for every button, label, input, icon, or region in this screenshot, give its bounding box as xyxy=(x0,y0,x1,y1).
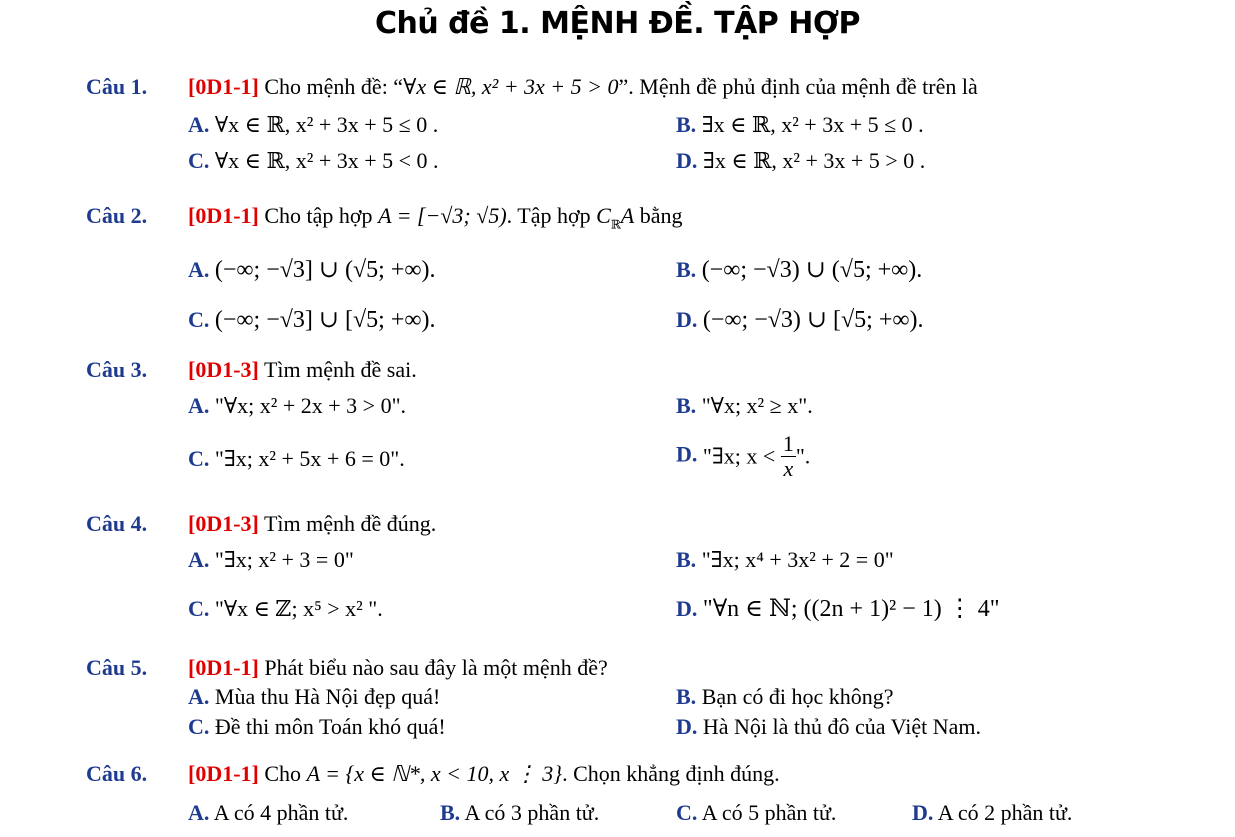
option-text: A có 2 phần tử. xyxy=(937,800,1073,825)
option-c[interactable] xyxy=(676,800,836,826)
option-text: Đề thi môn Toán khó quá! xyxy=(214,714,446,739)
question-number: Câu 2. xyxy=(86,203,148,228)
question-number: Câu 3. xyxy=(86,357,148,382)
option-text: (−∞; −√3) ∪ [√5; +∞). xyxy=(702,307,924,333)
option-text: "∀n ∈ ℕ; ((2n + 1)² − 1) ⋮ 4" xyxy=(702,596,1000,622)
option-a[interactable] xyxy=(188,255,435,284)
question-number: Câu 1. xyxy=(86,74,148,99)
option-text: "∃x; x⁴ + 3x² + 2 = 0" xyxy=(701,547,894,572)
stem-text: Tìm mệnh đề sai. xyxy=(263,357,417,382)
question-number: Câu 4. xyxy=(86,511,148,536)
option-d[interactable] xyxy=(912,800,1072,826)
option-b[interactable] xyxy=(676,684,894,710)
option-a[interactable] xyxy=(188,393,406,419)
option-text: A có 4 phần tử. xyxy=(213,800,349,825)
stem-subscript: ℝ xyxy=(610,217,621,232)
page-title: Chủ đề 1. MỆNH ĐỀ. TẬP HỢP xyxy=(374,6,861,41)
option-a[interactable] xyxy=(188,112,438,138)
option-b[interactable] xyxy=(676,393,813,419)
option-text: Mùa thu Hà Nội đẹp quá! xyxy=(214,684,441,709)
option-c[interactable] xyxy=(188,148,439,174)
option-d[interactable] xyxy=(676,305,923,334)
option-label: C. xyxy=(188,714,210,739)
option-text: (−∞; −√3) ∪ (√5; +∞). xyxy=(701,257,923,283)
question-stem xyxy=(188,357,417,383)
option-label: B. xyxy=(676,393,697,418)
stem-text: Phát biểu nào sau đây là một mệnh đề? xyxy=(264,655,608,680)
option-label: B. xyxy=(440,800,461,825)
stem-set: A xyxy=(620,203,635,228)
option-b[interactable] xyxy=(676,112,924,138)
stem-math: A = {x ∈ ℕ*, x < 10, x ⋮ 3} xyxy=(306,761,563,786)
option-label: B. xyxy=(676,257,697,282)
option-text: "∃x; x < xyxy=(702,443,781,469)
option-text: Bạn có đi học không? xyxy=(701,684,894,709)
option-label: A. xyxy=(188,257,210,282)
option-text: ∀x ∈ ℝ, x² + 3x + 5 ≤ 0 . xyxy=(214,112,439,137)
option-text: (−∞; −√3] ∪ [√5; +∞). xyxy=(214,307,436,333)
stem-text-end: ”. Mệnh đề phủ định của mệnh đề trên là xyxy=(618,74,978,99)
option-b[interactable] xyxy=(440,800,599,826)
question-number: Câu 6. xyxy=(86,761,148,786)
question-stem xyxy=(188,511,436,537)
option-text: "∀x; x² ≥ x". xyxy=(701,393,813,418)
option-label: A. xyxy=(188,684,210,709)
option-text: ∃x ∈ ℝ, x² + 3x + 5 ≤ 0 . xyxy=(701,112,924,137)
fraction-denominator: x xyxy=(783,456,794,481)
option-d[interactable] xyxy=(676,148,925,174)
stem-text: Cho tập hợp xyxy=(264,203,379,228)
question-code: [0D1-1] xyxy=(188,74,259,99)
option-label: D. xyxy=(676,307,698,332)
option-a[interactable] xyxy=(188,800,348,826)
option-label: A. xyxy=(188,800,210,825)
option-a[interactable] xyxy=(188,547,354,573)
option-text: ∃x ∈ ℝ, x² + 3x + 5 > 0 . xyxy=(702,148,926,173)
option-label: D. xyxy=(912,800,934,825)
stem-text-mid: . Tập hợp xyxy=(506,203,597,228)
stem-text: Cho mệnh đề: “ xyxy=(264,74,404,99)
option-text: "∃x; x² + 5x + 6 = 0". xyxy=(214,446,405,471)
stem-math: A = [−√3; √5) xyxy=(378,203,507,228)
option-label: A. xyxy=(188,112,210,137)
option-c[interactable] xyxy=(188,596,383,622)
stem-text: Cho xyxy=(264,761,307,786)
option-b[interactable] xyxy=(676,547,894,573)
option-text-end: ". xyxy=(795,443,811,469)
option-text: "∀x ∈ ℤ; x⁵ > x² ". xyxy=(214,596,383,621)
option-text: A có 3 phần tử. xyxy=(464,800,600,825)
option-label: B. xyxy=(676,112,697,137)
option-b[interactable] xyxy=(676,255,922,284)
question-stem xyxy=(188,203,683,232)
option-d[interactable] xyxy=(676,594,1000,623)
question-code: [0D1-3] xyxy=(188,511,259,536)
option-label: C. xyxy=(188,148,210,173)
option-label: C. xyxy=(188,307,210,332)
question-stem xyxy=(188,655,608,681)
question-stem xyxy=(188,761,780,787)
option-label: A. xyxy=(188,393,210,418)
fraction-numerator: 1 xyxy=(782,431,794,456)
option-text: ∀x ∈ ℝ, x² + 3x + 5 < 0 . xyxy=(214,148,439,173)
stem-text-end: . Chọn khẳng định đúng. xyxy=(562,761,780,786)
stem-complement: C xyxy=(596,203,611,228)
option-text: "∃x; x² + 3 = 0" xyxy=(214,547,354,572)
option-text: Hà Nội là thủ đô của Việt Nam. xyxy=(702,714,981,739)
option-d[interactable] xyxy=(676,714,981,740)
question-code: [0D1-1] xyxy=(188,655,259,680)
fraction xyxy=(781,432,796,481)
option-label: C. xyxy=(188,446,210,471)
question-code: [0D1-3] xyxy=(188,357,259,382)
option-label: B. xyxy=(676,684,697,709)
option-c[interactable] xyxy=(188,305,435,334)
option-label: D. xyxy=(676,714,698,739)
option-label: D. xyxy=(676,148,698,173)
option-text: (−∞; −√3] ∪ (√5; +∞). xyxy=(214,257,436,283)
question-number: Câu 5. xyxy=(86,655,148,680)
option-label: B. xyxy=(676,547,697,572)
option-d[interactable] xyxy=(676,432,810,481)
option-label: D. xyxy=(676,596,698,621)
question-code: [0D1-1] xyxy=(188,203,259,228)
stem-text: Tìm mệnh đề đúng. xyxy=(263,511,437,536)
option-c[interactable] xyxy=(188,446,405,472)
option-label: C. xyxy=(188,596,210,621)
option-c[interactable] xyxy=(188,714,446,740)
stem-text-end: bằng xyxy=(634,203,683,228)
option-a[interactable] xyxy=(188,684,440,710)
option-text: "∀x; x² + 2x + 3 > 0". xyxy=(214,393,407,418)
question-stem xyxy=(188,74,978,100)
stem-math: ∀x ∈ ℝ, x² + 3x + 5 > 0 xyxy=(403,74,619,99)
option-label: A. xyxy=(188,547,210,572)
question-code: [0D1-1] xyxy=(188,761,259,786)
option-label: D. xyxy=(676,441,698,467)
option-text: A có 5 phần tử. xyxy=(701,800,837,825)
option-label: C. xyxy=(676,800,698,825)
